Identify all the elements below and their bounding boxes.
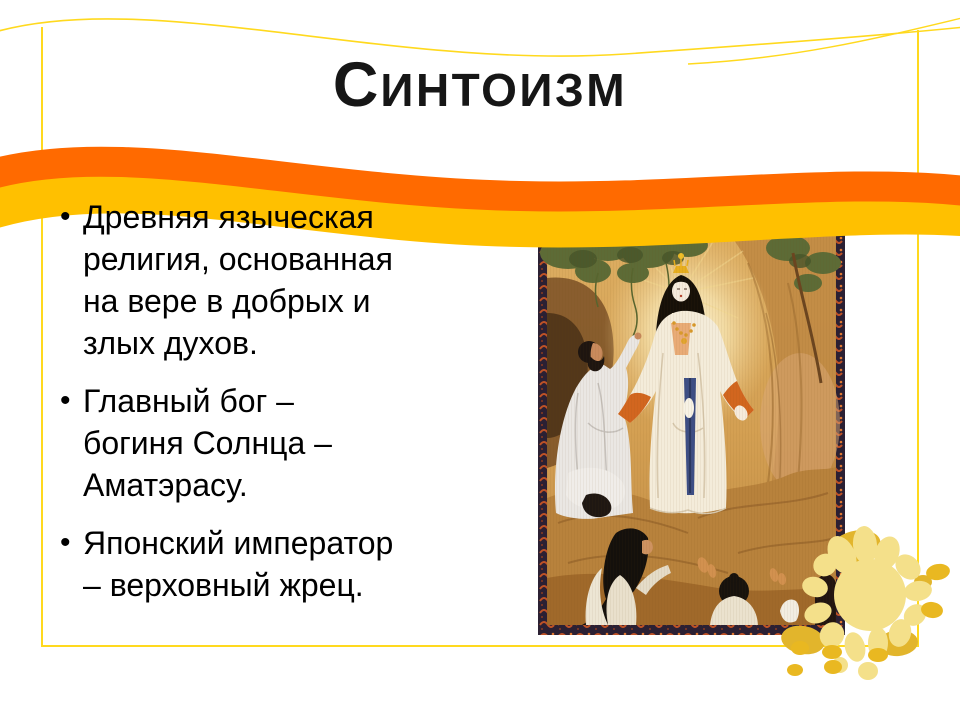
bullet-3-line-1: • Японский император [83,525,394,561]
title-initial: С [332,50,381,120]
bullet-item-1 [60,196,520,364]
bullet-1-line-3: на вере в добрых и [83,283,371,319]
bullet-1-line-4: злых духов. [83,325,258,361]
bullet-3-line-2: – верховный жрец. [83,567,364,603]
bullet-item-3 [60,522,520,606]
bullet-2-line-1: • Главный бог – [83,383,294,419]
amaterasu-painting [538,223,845,635]
slide-title [42,52,918,128]
thin-top-curve [0,19,960,56]
amaterasu-painting-art [538,223,845,635]
bullet-2-line-2: богиня Солнца – [83,425,332,461]
bullet-2-line-3: Аматэрасу. [83,467,248,503]
bullet-1-line-1: • Древняя языческая [83,199,374,235]
title-rest: ИНТОИЗМ [380,64,628,116]
bullet-1-line-2: религия, основанная [83,241,393,277]
bullet-list [60,196,520,622]
bullet-item-2 [60,380,520,506]
orange-wave [0,162,960,197]
